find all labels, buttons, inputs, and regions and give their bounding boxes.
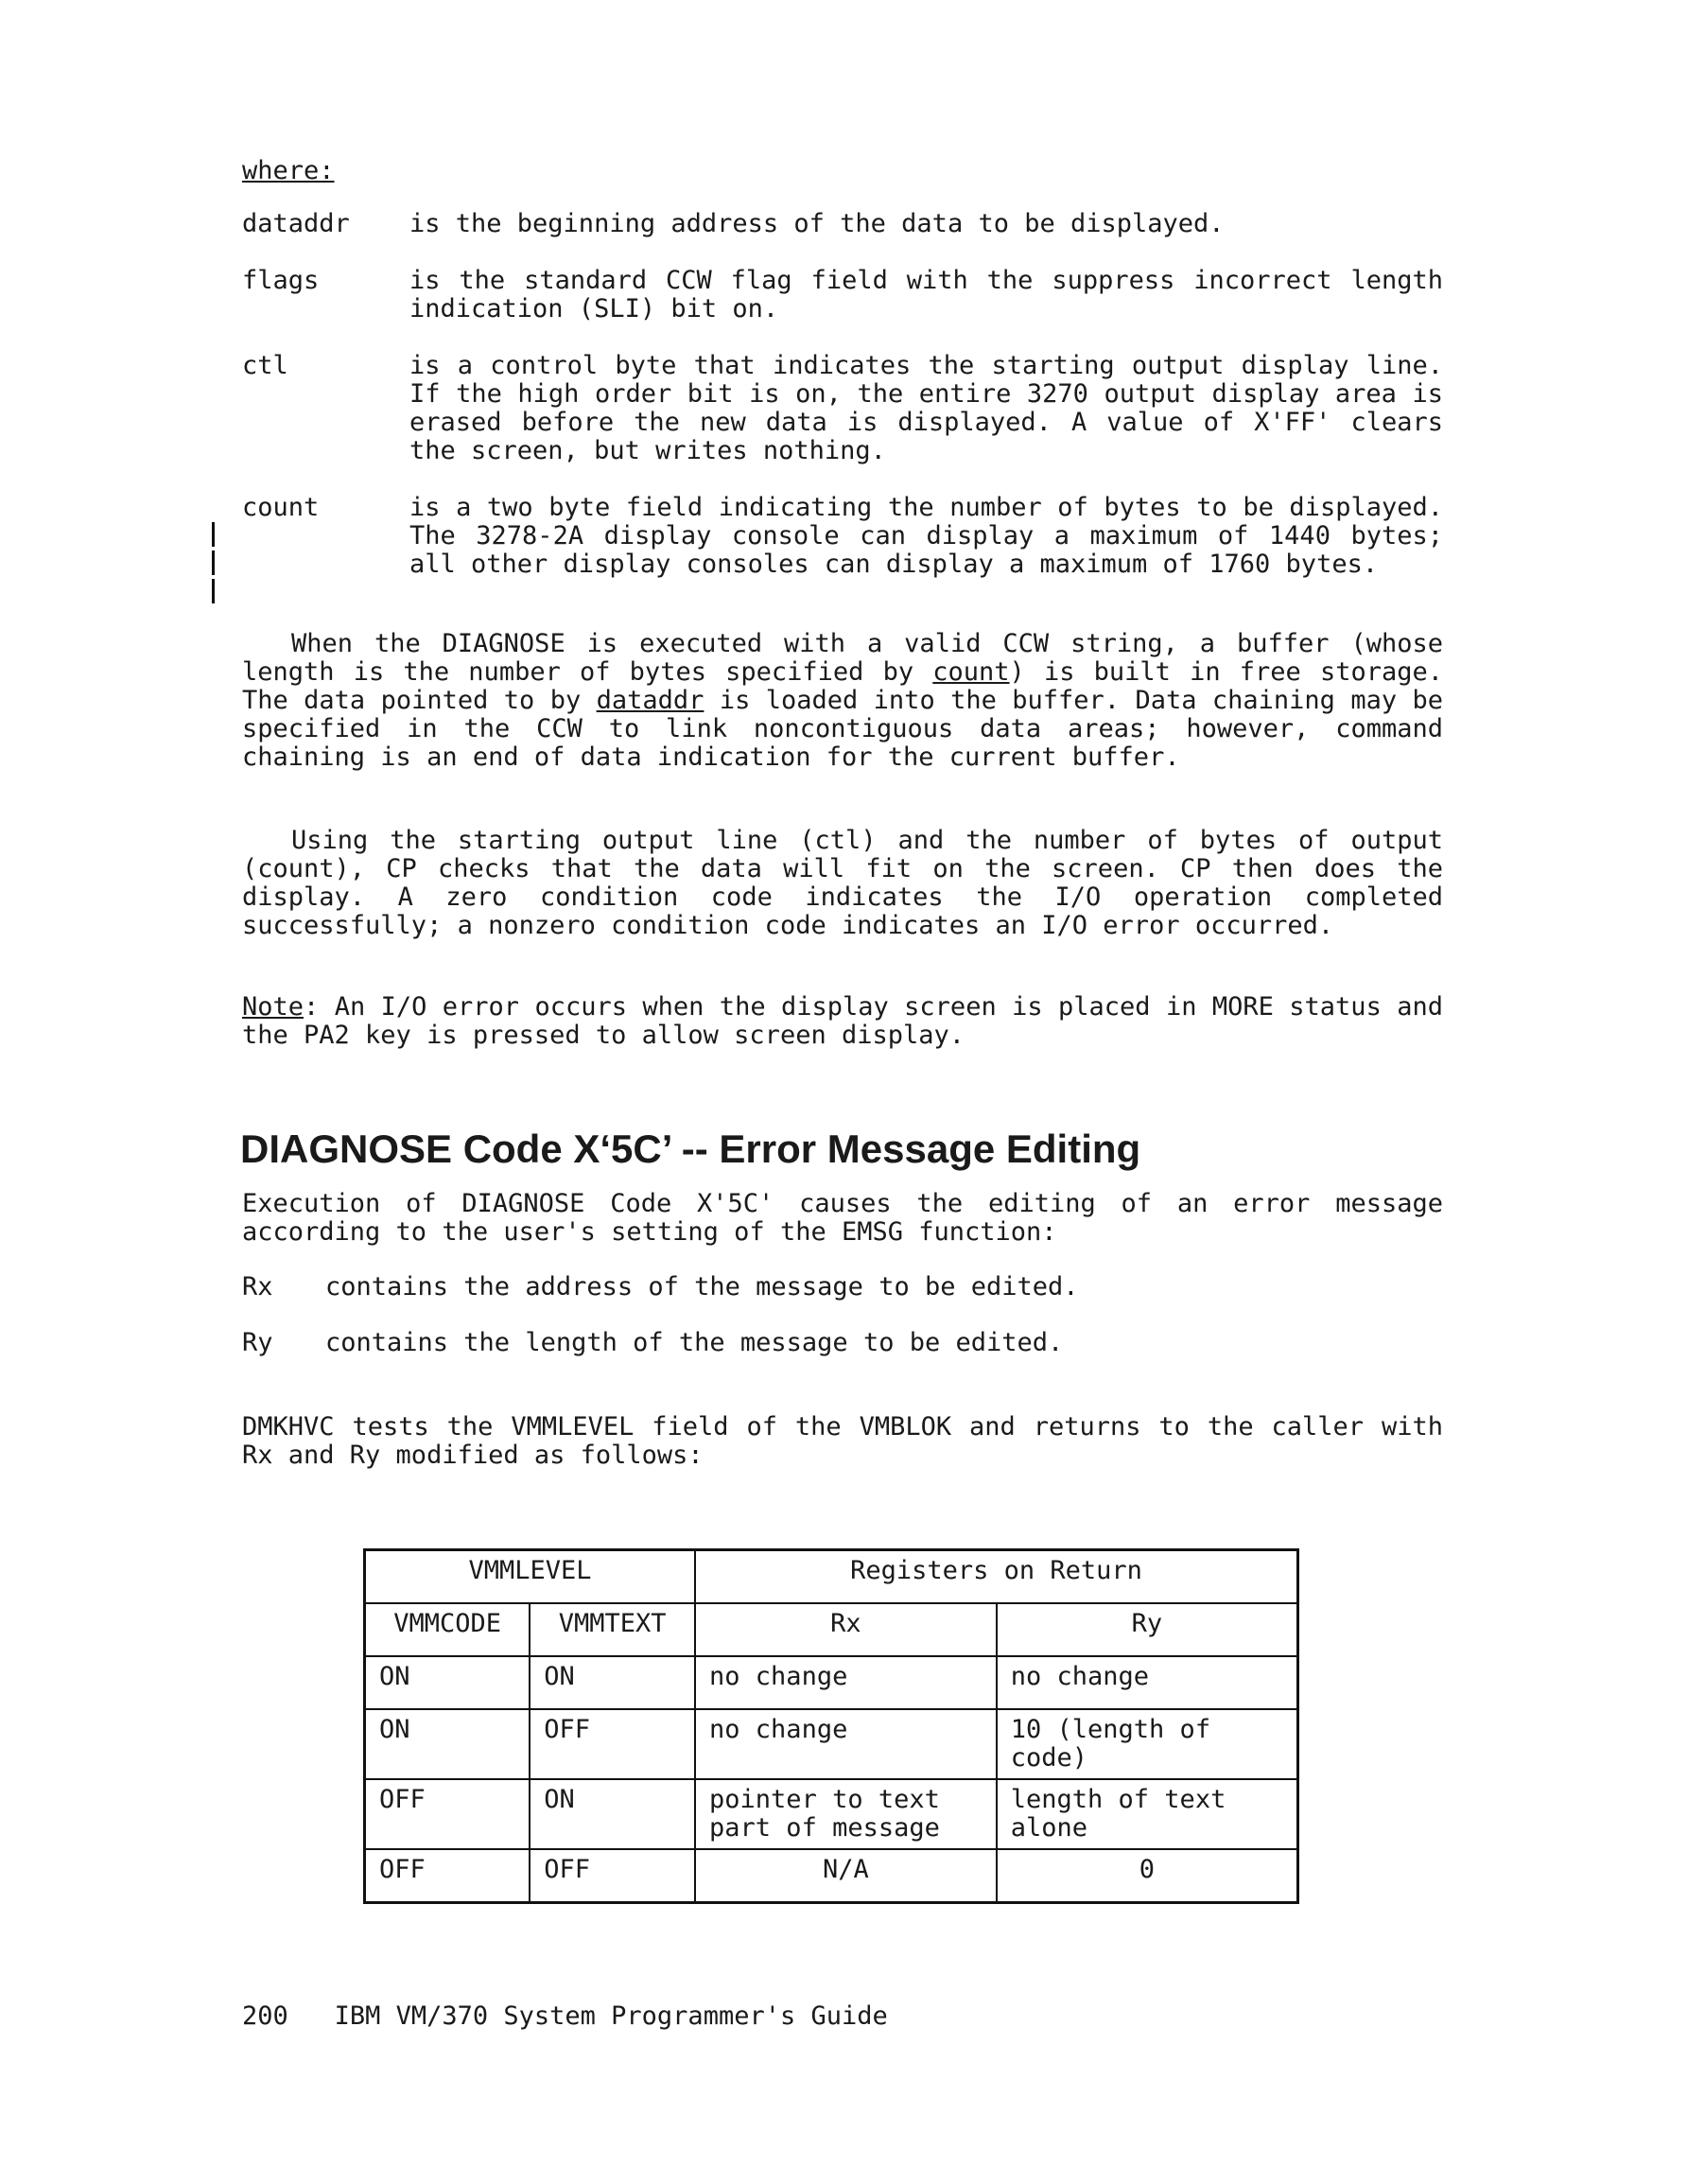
definition-flags [242,267,1443,352]
table-header-cell: VMMLEVEL [365,1550,696,1604]
definition-count [242,494,1443,579]
parameter-definition-list [242,210,1443,579]
table-header-cell: Registers on Return [695,1550,1297,1604]
note-label: Note [242,992,304,1022]
publication-title: IBM VM/370 System Programmer's Guide [334,2001,888,2031]
table-header-cell: VMMTEXT [530,1603,695,1656]
table-cell: 0 [997,1849,1298,1903]
revision-bar [212,579,215,603]
count-term: count [932,657,1010,687]
paragraph-display-check: Using the starting output line (ctl) and the number of bytes of output (count), CP checks that the data will fit on the screen. CP then does the display. A zero condition code indicates the I/O operation completed successfully; a nonzero condition code indicates an I/O error occurred. [242,826,1443,940]
table-cell: OFF [530,1709,695,1779]
table-cell: OFF [365,1779,530,1849]
definition-dataddr [242,210,1443,267]
paragraph-dmkhvc: DMKHVC tests the VMMLEVEL field of the VMBLOK and returns to the caller with Rx and Ry modified as follows: [242,1412,1443,1470]
page-footer [242,2002,888,2031]
note-paragraph: Note: An I/O error occurs when the display screen is placed in MORE status and the PA2 key is pressed to allow screen display. [242,992,1443,1050]
table-row [365,1849,1298,1903]
table-row [365,1779,1298,1849]
table-cell: N/A [695,1849,997,1903]
table-row [365,1709,1298,1779]
table-cell: ON [530,1656,695,1709]
definition-term: ctl [242,351,288,380]
definition-description: is a two byte field indicating the number of bytes to be displayed. The 3278-2A display console can display a maximum of 1440 bytes; all other display consoles can display a maximum of 1760 bytes. [409,493,1443,579]
definition-description: is the standard CCW flag field with the suppress incorrect length indication (SLI) bit on. [409,266,1443,323]
paragraph-ccw-buffer: When the DIAGNOSE is executed with a valid CCW string, a buffer (whose length is the number of bytes specified by count) is built in free storage. The data pointed to by dataddr is loaded into the buffer. Data chaining may be specified in the CCW to link noncontiguous data areas; however, command chaining is an end of data indication for the current buffer. [242,629,1444,772]
table-header-cell: Rx [695,1603,997,1656]
table-cell: no change [695,1709,997,1779]
table-header-row [365,1603,1298,1656]
table-header-cell: Ry [997,1603,1298,1656]
where-label: where: [242,156,335,185]
table-row [365,1656,1298,1709]
table-header-cell: VMMCODE [365,1603,530,1656]
definition-term: count [242,493,320,522]
paragraph-execution: Execution of DIAGNOSE Code X'5C' causes the editing of an error message according to the user's setting of the EMSG function: [242,1189,1443,1247]
definition-term: flags [242,266,320,295]
definition-description: is a control byte that indicates the starting output display line. If the high order bit is on, the entire 3270 output display area is erased before the new data is displayed. A value of X'FF' clears the screen, but writes nothing. [409,351,1443,465]
table-cell: ON [365,1656,530,1709]
table-cell: OFF [530,1849,695,1903]
register-ry: Ry contains the length of the message to be edited. [242,1328,1064,1357]
table-cell: no change [695,1656,997,1709]
definition-ctl [242,352,1443,494]
definition-description: is the beginning address of the data to be displayed. [409,209,1225,238]
table-cell: 10 (length of code) [997,1709,1298,1779]
register-rx: Rx contains the address of the message to be edited. [242,1272,1079,1302]
table-cell: OFF [365,1849,530,1903]
page-number: 200 [242,2001,288,2031]
definition-term: dataddr [242,209,350,238]
revision-bar [212,522,215,547]
table-header-row [365,1550,1298,1604]
table-cell: ON [365,1709,530,1779]
table-cell: length of text alone [997,1779,1298,1849]
section-heading: DIAGNOSE Code X‘5C’ -- Error Message Editing [240,1127,1141,1171]
table-cell: pointer to text part of message [695,1779,997,1849]
table-cell: no change [997,1656,1298,1709]
table-cell: ON [530,1779,695,1849]
revision-bar [212,550,215,575]
vmmlevel-table [363,1548,1299,1904]
dataddr-term: dataddr [596,686,704,715]
